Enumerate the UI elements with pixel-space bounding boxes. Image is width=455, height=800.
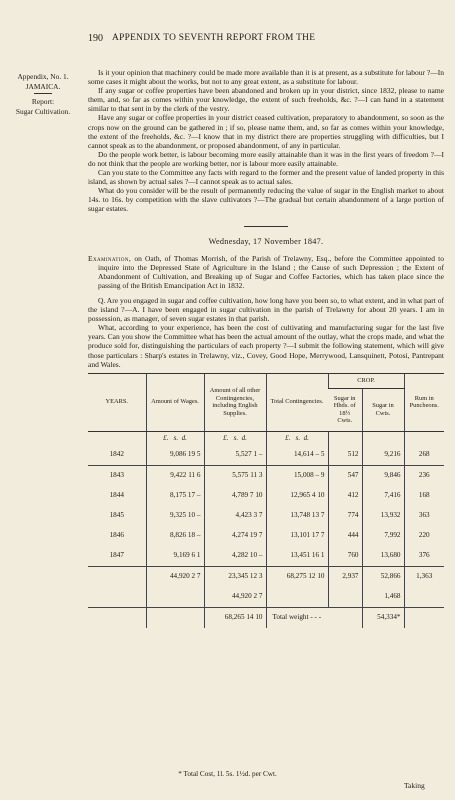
examination-text: on Oath, of Thomas Morrish, of the Parish of Trelawny, Esq., before the Committee appointed to inquire into the Depressed State of Agriculture in the Island ; the Cause of such Depression ; the Extent of Abandonment of Cultivation, and Breaking up of Sugar and Coffee Factories, which has taken place since the passing of the British Emancipation Act in 1832. [98, 253, 444, 290]
paragraph: Can you state to the Committee any facts with regard to the former and the present value of landed property in this island, as shown by actual sales ?—I cannot speak as to actual sales. [88, 168, 444, 187]
header-sugar-hhds: Sugar in Hhds. of 18½ Cwts. [328, 388, 362, 431]
grand-total-row: 68,265 14 10 Total weight - - - 54,334* [88, 607, 444, 628]
header-crop: CROP. [328, 373, 404, 388]
table-row: 1843 9,422 11 6 5,575 11 3 15,008 – 9 547 9,846 236 [88, 465, 444, 486]
paragraph: Do the people work better, is labour becoming more easily attainable than it was in the first years of freedom ?—I do not think that the people are working better, nor is labour more easily attainable. [88, 149, 444, 168]
units-row: £. s. d. £. s. d. £. s. d. [88, 431, 444, 445]
totals-row: 44,920 2 7 23,345 12 3 68,275 12 10 2,937 52,866 1,363 [88, 566, 444, 587]
table-row: 1846 8,826 18 – 4,274 19 7 13,101 17 7 444 7,992 220 [88, 526, 444, 546]
paragraph: Have any sugar or coffee properties in your district ceased cultivation, preparatory to abandonment, so soon as the crops now on the ground can be gathered in ; if so, please name them, and, so far as comes within your knowledge, the extent of the freeholds, &c. ?—I know that in my district there are properties struggling with difficulties, but I cannot speak as to the abandonment, or proposed abandonment, of any in particular. [88, 113, 444, 150]
margin-note [4, 72, 82, 117]
examination-heading [88, 254, 444, 290]
header-wages: Amount of Wages. [146, 373, 204, 431]
margin-divider [34, 93, 52, 94]
table-row: 1845 9,325 10 – 4,423 3 7 13,748 13 7 774 13,932 363 [88, 506, 444, 526]
question-answer: What, according to your experience, has been the cost of cultivating and manufacturing sugar for the last five years. Can you show the Committee what has been the actual amount of the outlay, what the crops made, and what the produce sold for, distinguishing the particulars of each property ?—I submit the following statement, which will give those particulars : Sharp's estates in Trelawny, viz., Covey, Good Hope, Merrywood, Lansquinett, Potosi, Pantrepant and Wales. [88, 323, 444, 369]
running-title: APPENDIX TO SEVENTH REPORT FROM THE [112, 33, 316, 43]
paragraph: Is it your opinion that machinery could be made more available than it is at present, as a substitute for labour ?—In some cases it might about the works, but not to any great extent, as a substitute for labour. [88, 68, 444, 87]
paragraph: If any sugar or coffee properties have been abandoned and broken up in your district, since 1832, please to name them, and, so far as comes within your knowledge, the extent of such freeholds, &c. ?—I can hand in a statement similar to that sent in by the clerk of the vestry. [88, 86, 444, 114]
question-answer: Q. Are you engaged in sugar and coffee cultivation, how long have you been so, to what extent, and in what part of the island ?—A. I have been engaged in sugar cultivation in the parish of Trelawny for about 20 years. I am in possession, as manager, of seven sugar estates in that parish. [88, 295, 444, 324]
margin-appendix: Appendix, No. 1. [17, 72, 69, 81]
page-number: 190 [88, 33, 103, 44]
header-contingencies: Amount of all other Contingencies, including English Supplies. [204, 373, 266, 431]
table-row: 1844 8,175 17 – 4,789 7 10 12,965 4 10 412 7,416 168 [88, 486, 444, 506]
header-sugar-cwts: Sugar in Cwts. [362, 388, 404, 431]
header-total: Total Contingencies. [266, 373, 328, 431]
accounts-table [88, 373, 444, 628]
page-body [88, 68, 444, 628]
session-date: Wednesday, 17 November 1847. [208, 236, 324, 246]
footnote: * Total Cost, 1l. 5s. 1½d. per Cwt. [178, 770, 277, 778]
totals-row: 44,920 2 7 1,468 [88, 587, 444, 608]
margin-place: JAMAICA. [25, 82, 61, 91]
section-rule [244, 226, 288, 227]
header-rum: Rum in Puncheons. [404, 373, 444, 431]
header-years: YEARS. [88, 373, 146, 431]
examination-lead: Examination, [88, 253, 132, 263]
paragraph: What do you consider will be the result of permanently reducing the value of sugar in the English market to about 14s. to 16s. by competition with the slave cultivators ?—The gradual but certain abandonment of a large portion of sugar estates. [88, 186, 444, 214]
table-row: 1847 9,169 6 1 4,282 10 – 13,451 16 1 760 13,680 376 [88, 546, 444, 567]
margin-report-label: Report: [31, 97, 55, 106]
margin-topic: Sugar Cultivation. [15, 107, 71, 116]
table-row: 1842 9,086 19 5 5,527 1 – 14,614 – 5 512 9,216 268 [88, 445, 444, 466]
catchword: Taking [404, 781, 425, 790]
